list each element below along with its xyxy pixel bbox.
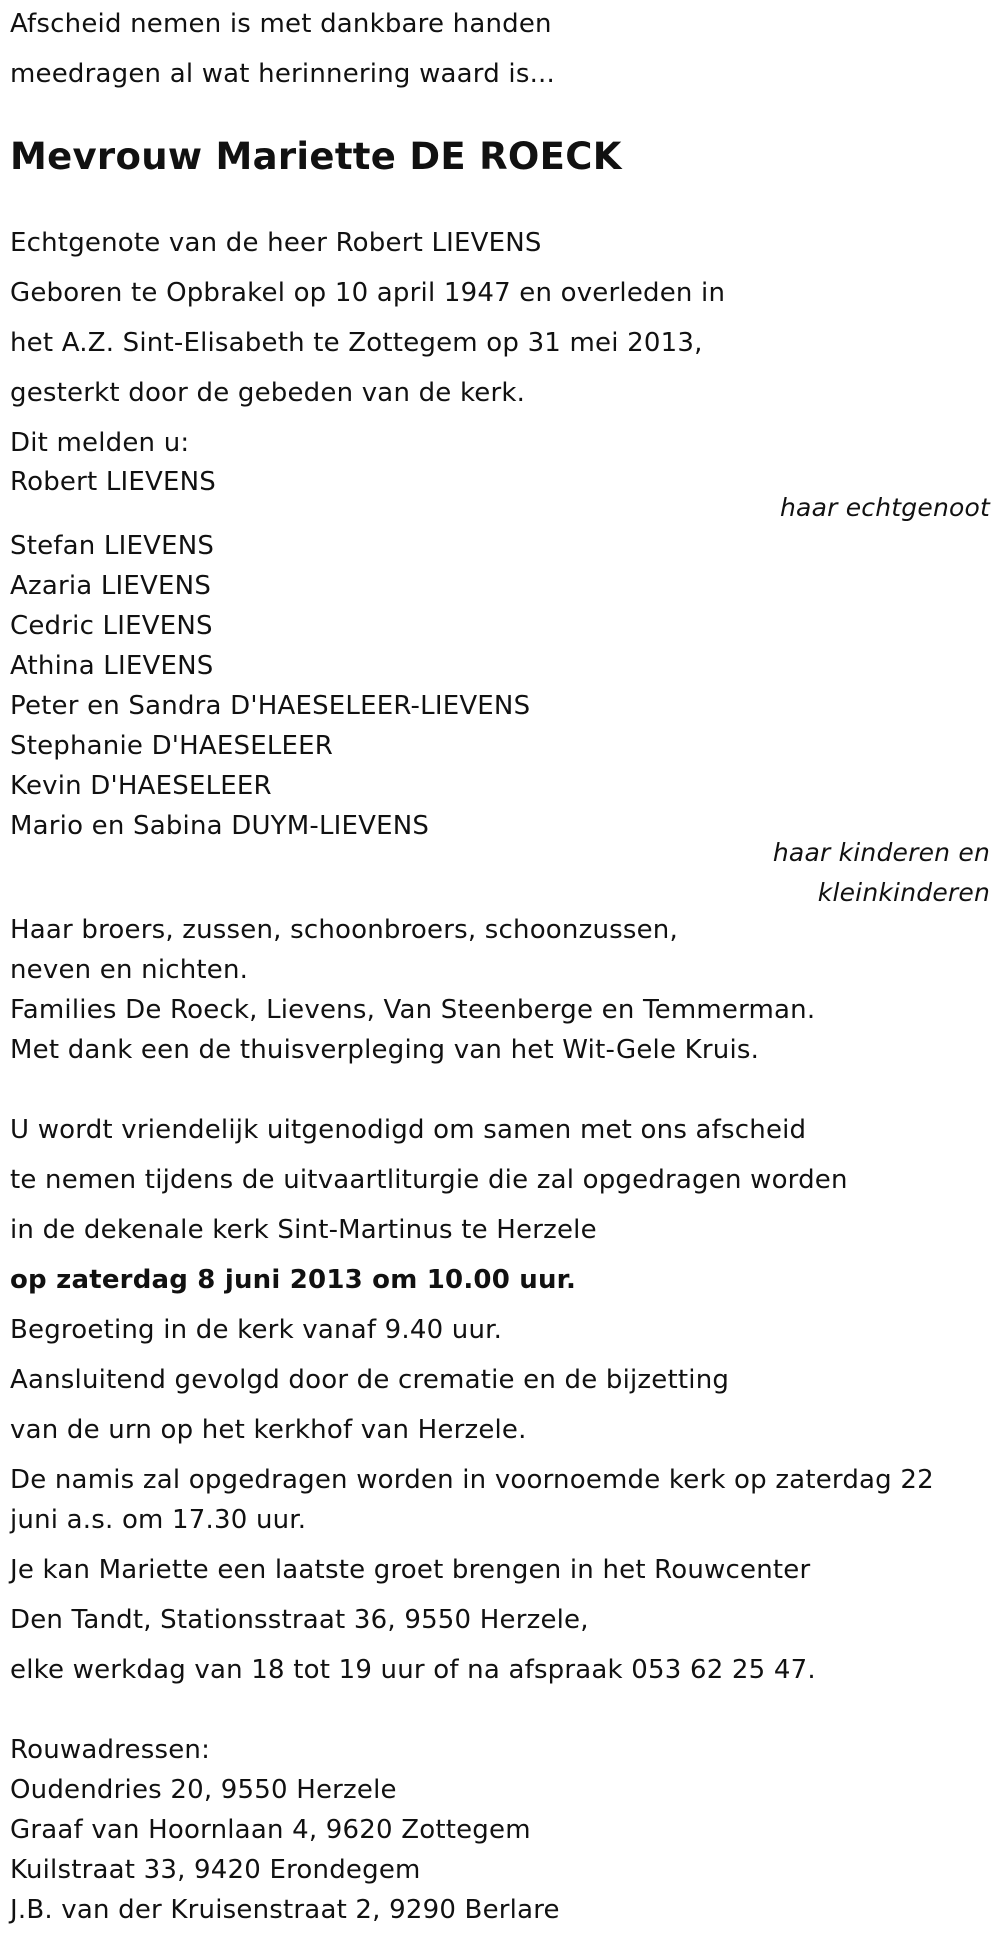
spouse-name: Robert LIEVENS xyxy=(10,467,217,497)
relatives-line: Met dank een de thuisverpleging van het Wit-Gele Kruis. xyxy=(10,1035,760,1065)
address-line: Kuilstraat 33, 9420 Erondegem xyxy=(10,1855,421,1885)
child-name: Cedric LIEVENS xyxy=(10,611,213,641)
address-line: Oudendries 20, 9550 Herzele xyxy=(10,1775,397,1805)
child-name: Azaria LIEVENS xyxy=(10,571,212,601)
children-relation-line-2: kleinkinderen xyxy=(817,878,990,907)
child-name: Stephanie D'HAESELEER xyxy=(10,731,334,761)
child-name: Athina LIEVENS xyxy=(10,651,214,681)
address-line: Graaf van Hoornlaan 4, 9620 Zottegem xyxy=(10,1815,531,1845)
announcement-intro: Dit melden u: xyxy=(10,428,190,458)
birth-death-line-1: Geboren te Opbrakel op 10 april 1947 en overleden in xyxy=(10,278,726,308)
relatives-line: neven en nichten. xyxy=(10,955,249,985)
address-line: J.B. van der Kruisenstraat 2, 9290 Berlare xyxy=(10,1895,560,1925)
relatives-line: Haar broers, zussen, schoonbroers, schoonzussen, xyxy=(10,915,678,945)
child-name: Stefan LIEVENS xyxy=(10,531,215,561)
spouse-line: Echtgenote van de heer Robert LIEVENS xyxy=(10,228,542,258)
funeral-invite-line-2: te nemen tijdens de uitvaartliturgie die zal opgedragen worden xyxy=(10,1165,848,1195)
child-name: Kevin D'HAESELEER xyxy=(10,771,272,801)
visit-line-1: Je kan Mariette een laatste groet brengen in het Rouwcenter xyxy=(10,1555,811,1585)
epigraph-line-1: Afscheid nemen is met dankbare handen xyxy=(10,9,552,39)
children-relation-line-1: haar kinderen en xyxy=(772,838,990,867)
birth-death-line-2: het A.Z. Sint-Elisabeth te Zottegem op 31 mei 2013, xyxy=(10,328,703,358)
deceased-name: Mevrouw Mariette DE ROECK xyxy=(10,135,622,178)
mass-line-1: De namis zal opgedragen worden in voornoemde kerk op zaterdag 22 xyxy=(10,1465,934,1495)
child-name: Mario en Sabina DUYM-LIEVENS xyxy=(10,811,430,841)
addresses-heading: Rouwadressen: xyxy=(10,1735,211,1765)
funeral-invite-line-3: in de dekenale kerk Sint-Martinus te Herzele xyxy=(10,1215,597,1245)
spouse-relation: haar echtgenoot xyxy=(780,493,990,522)
visit-line-2: Den Tandt, Stationsstraat 36, 9550 Herzele, xyxy=(10,1605,589,1635)
relatives-line: Families De Roeck, Lievens, Van Steenberge en Temmerman. xyxy=(10,995,816,1025)
child-name: Peter en Sandra D'HAESELEER-LIEVENS xyxy=(10,691,531,721)
mass-line-2: juni a.s. om 17.30 uur. xyxy=(10,1505,307,1535)
greeting-time: Begroeting in de kerk vanaf 9.40 uur. xyxy=(10,1315,503,1345)
funeral-date-time: op zaterdag 8 juni 2013 om 10.00 uur. xyxy=(10,1265,577,1295)
cremation-line-2: van de urn op het kerkhof van Herzele. xyxy=(10,1415,527,1445)
cremation-line-1: Aansluitend gevolgd door de crematie en de bijzetting xyxy=(10,1365,730,1395)
birth-death-line-3: gesterkt door de gebeden van de kerk. xyxy=(10,378,526,408)
visit-line-3: elke werkdag van 18 tot 19 uur of na afspraak 053 62 25 47. xyxy=(10,1655,816,1685)
epigraph-line-2: meedragen al wat herinnering waard is... xyxy=(10,59,555,89)
funeral-invite-line-1: U wordt vriendelijk uitgenodigd om samen met ons afscheid xyxy=(10,1115,807,1145)
